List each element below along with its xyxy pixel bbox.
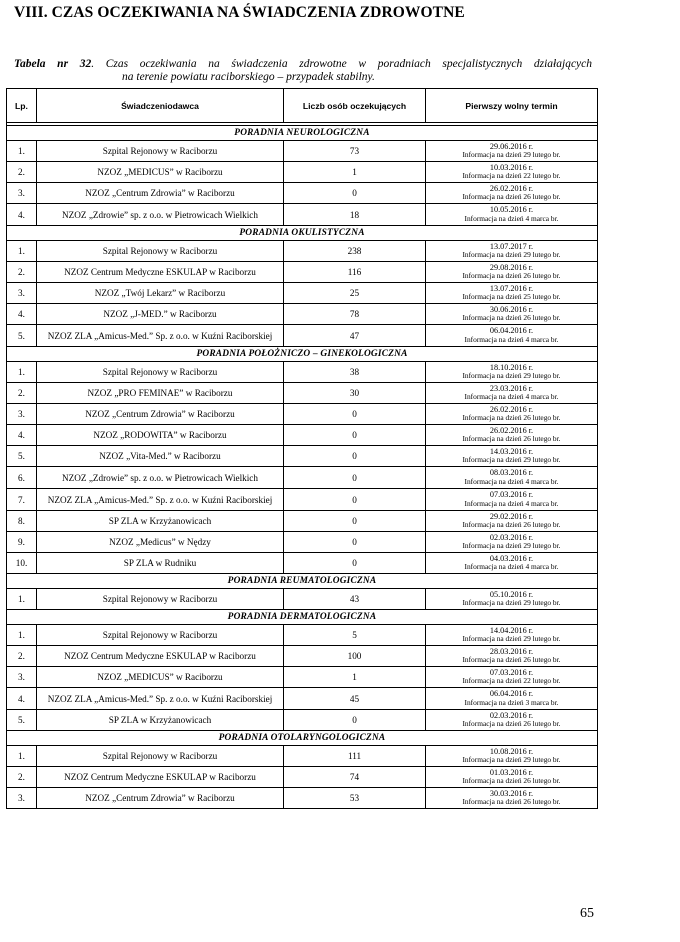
row-number: 2. [7, 646, 37, 667]
term-date: 26.02.2016 r. [489, 425, 534, 435]
waiting-count: 0 [284, 404, 426, 425]
table-row [7, 467, 598, 489]
first-available-term [426, 688, 598, 710]
waiting-count: 1 [284, 162, 426, 183]
table-row [7, 204, 598, 226]
row-number: 2. [7, 767, 37, 788]
table-row [7, 767, 598, 788]
table-caption [14, 58, 592, 84]
first-available-term [426, 489, 598, 511]
table-row [7, 162, 598, 183]
row-number: 10. [7, 553, 37, 574]
provider-name: NZOZ „Vita-Med.” w Raciborzu [37, 446, 284, 467]
provider-name: NZOZ „PRO FEMINAE” w Raciborzu [37, 383, 284, 404]
waiting-count: 74 [284, 767, 426, 788]
first-available-term [426, 262, 598, 283]
table-row [7, 262, 598, 283]
term-info-note: Informacja na dzień 22 lutego br. [462, 171, 561, 181]
table-row [7, 383, 598, 404]
first-available-term [426, 425, 598, 446]
column-header-provider: Świadczeniodawca [37, 89, 284, 123]
row-number: 2. [7, 383, 37, 404]
row-number: 3. [7, 404, 37, 425]
term-info-note: Informacja na dzień 26 lutego br. [462, 520, 561, 530]
row-number: 3. [7, 667, 37, 688]
table-caption-text-line1: . Czas oczekiwania na świadczenia zdrowotne w poradniach specjalistycznych działających [91, 58, 593, 70]
first-available-term [426, 141, 598, 162]
provider-name: NZOZ „Twój Lekarz” w Raciborzu [37, 283, 284, 304]
table-row [7, 325, 598, 347]
term-date: 13.07.2017 r. [489, 241, 534, 251]
term-info-note: Informacja na dzień 26 lutego br. [462, 655, 561, 665]
row-number: 1. [7, 141, 37, 162]
waiting-count: 238 [284, 241, 426, 262]
waiting-count: 0 [284, 467, 426, 489]
row-number: 4. [7, 204, 37, 226]
term-info-note: Informacja na dzień 29 lutego br. [462, 541, 561, 551]
column-header-waiting: Liczb osób oczekujących [284, 89, 426, 123]
waiting-count: 116 [284, 262, 426, 283]
provider-name: NZOZ „MEDICUS” w Raciborzu [37, 667, 284, 688]
term-info-note: Informacja na dzień 22 lutego br. [462, 676, 561, 686]
first-available-term [426, 241, 598, 262]
row-number: 1. [7, 625, 37, 646]
term-info-note: Informacja na dzień 4 marca br. [464, 213, 559, 223]
first-available-term [426, 646, 598, 667]
provider-name: NZOZ Centrum Medyczne ESKULAP w Raciborzu [37, 646, 284, 667]
term-info-note: Informacja na dzień 26 lutego br. [462, 776, 561, 786]
term-date: 29.02.2016 r. [489, 511, 534, 521]
first-available-term [426, 162, 598, 183]
section-row [7, 574, 598, 589]
term-info-note: Informacja na dzień 26 lutego br. [462, 719, 561, 729]
row-number: 6. [7, 467, 37, 489]
first-available-term [426, 553, 598, 574]
first-available-term [426, 767, 598, 788]
first-available-term [426, 589, 598, 610]
term-date: 01.03.2016 r. [489, 767, 534, 777]
table-row [7, 688, 598, 710]
waiting-count: 78 [284, 304, 426, 325]
table-row [7, 646, 598, 667]
table-caption-text-line2: na terenie powiatu raciborskiego – przypadek stabilny. [122, 71, 375, 83]
row-number: 2. [7, 162, 37, 183]
row-number: 4. [7, 425, 37, 446]
provider-name: NZOZ ZLA „Amicus-Med.” Sp. z o.o. w Kuźni Raciborskiej [37, 688, 284, 710]
term-info-note: Informacja na dzień 26 lutego br. [462, 192, 561, 202]
waiting-count: 100 [284, 646, 426, 667]
table-row [7, 362, 598, 383]
table-row [7, 304, 598, 325]
provider-name: Szpital Rejonowy w Raciborzu [37, 141, 284, 162]
waiting-count: 53 [284, 788, 426, 809]
row-number: 4. [7, 688, 37, 710]
row-number: 1. [7, 362, 37, 383]
table-row [7, 425, 598, 446]
provider-name: Szpital Rejonowy w Raciborzu [37, 241, 284, 262]
provider-name: NZOZ „Centrum Zdrowia” w Raciborzu [37, 788, 284, 809]
table-row [7, 589, 598, 610]
term-date: 07.03.2016 r. [489, 490, 534, 500]
term-date: 06.04.2016 r. [489, 326, 534, 336]
term-info-note: Informacja na dzień 4 marca br. [464, 476, 559, 486]
provider-name: NZOZ Centrum Medyczne ESKULAP w Raciborzu [37, 767, 284, 788]
provider-name: Szpital Rejonowy w Raciborzu [37, 625, 284, 646]
table-row [7, 710, 598, 731]
waiting-count: 0 [284, 425, 426, 446]
section-row [7, 610, 598, 625]
provider-name: NZOZ Centrum Medyczne ESKULAP w Raciborzu [37, 262, 284, 283]
term-date: 30.06.2016 r. [489, 304, 534, 314]
first-available-term [426, 383, 598, 404]
term-info-note: Informacja na dzień 26 lutego br. [462, 271, 561, 281]
section-title: PORADNIA DERMATOLOGICZNA [7, 610, 598, 625]
table-row [7, 141, 598, 162]
waiting-count: 111 [284, 746, 426, 767]
provider-name: NZOZ „RODOWITA” w Raciborzu [37, 425, 284, 446]
first-available-term [426, 183, 598, 204]
first-available-term [426, 446, 598, 467]
section-title: PORADNIA NEUROLOGICZNA [7, 126, 598, 141]
waiting-count: 38 [284, 362, 426, 383]
waiting-count: 73 [284, 141, 426, 162]
provider-name: NZOZ „Zdrowie” sp. z o.o. w Pietrowicach Wielkich [37, 467, 284, 489]
table-row [7, 788, 598, 809]
waiting-count: 43 [284, 589, 426, 610]
section-title: PORADNIA REUMATOLOGICZNA [7, 574, 598, 589]
first-available-term [426, 667, 598, 688]
term-date: 26.02.2016 r. [489, 404, 534, 414]
first-available-term [426, 304, 598, 325]
term-date: 23.03.2016 r. [489, 383, 534, 393]
table-row [7, 553, 598, 574]
table-row [7, 746, 598, 767]
row-number: 2. [7, 262, 37, 283]
term-date: 02.03.2016 r. [489, 532, 534, 542]
term-info-note: Informacja na dzień 29 lutego br. [462, 598, 561, 608]
term-date: 10.08.2016 r. [489, 746, 534, 756]
waiting-count: 25 [284, 283, 426, 304]
table-row [7, 511, 598, 532]
section-row [7, 126, 598, 141]
table-row [7, 446, 598, 467]
term-info-note: Informacja na dzień 29 lutego br. [462, 250, 561, 260]
term-info-note: Informacja na dzień 25 lutego br. [462, 292, 561, 302]
row-number: 3. [7, 283, 37, 304]
waiting-count: 18 [284, 204, 426, 226]
first-available-term [426, 467, 598, 489]
row-number: 1. [7, 241, 37, 262]
term-info-note: Informacja na dzień 29 lutego br. [462, 755, 561, 765]
term-info-note: Informacja na dzień 4 marca br. [464, 498, 559, 508]
term-date: 08.03.2016 r. [489, 468, 534, 478]
row-number: 1. [7, 589, 37, 610]
table-header [7, 89, 598, 126]
waiting-count: 0 [284, 489, 426, 511]
table-row [7, 183, 598, 204]
term-info-note: Informacja na dzień 29 lutego br. [462, 455, 561, 465]
first-available-term [426, 283, 598, 304]
term-date: 04.03.2016 r. [489, 553, 534, 563]
term-info-note: Informacja na dzień 4 marca br. [464, 562, 559, 572]
table-row [7, 667, 598, 688]
provider-name: SP ZLA w Krzyżanowicach [37, 511, 284, 532]
provider-name: NZOZ ZLA „Amicus-Med.” Sp. z o.o. w Kuźni Raciborskiej [37, 489, 284, 511]
term-date: 14.03.2016 r. [489, 446, 534, 456]
waiting-count: 45 [284, 688, 426, 710]
waiting-times-table-container [6, 88, 597, 809]
term-date: 18.10.2016 r. [489, 362, 534, 372]
first-available-term [426, 625, 598, 646]
first-available-term [426, 532, 598, 553]
term-info-note: Informacja na dzień 26 lutego br. [462, 413, 561, 423]
waiting-count: 1 [284, 667, 426, 688]
term-date: 06.04.2016 r. [489, 689, 534, 699]
term-info-note: Informacja na dzień 4 marca br. [464, 392, 559, 402]
row-number: 3. [7, 183, 37, 204]
table-body [7, 126, 598, 809]
first-available-term [426, 788, 598, 809]
waiting-count: 0 [284, 511, 426, 532]
term-info-note: Informacja na dzień 26 lutego br. [462, 797, 561, 807]
section-title: PORADNIA POŁOŻNICZO – GINEKOLOGICZNA [7, 347, 598, 362]
provider-name: NZOZ „Centrum Zdrowia” w Raciborzu [37, 183, 284, 204]
page-number: 65 [580, 906, 594, 921]
term-date: 29.06.2016 r. [489, 141, 534, 151]
table-row [7, 532, 598, 553]
first-available-term [426, 204, 598, 226]
term-info-note: Informacja na dzień 26 lutego br. [462, 313, 561, 323]
term-date: 26.02.2016 r. [489, 183, 534, 193]
provider-name: NZOZ „Zdrowie” sp. z o.o. w Pietrowicach Wielkich [37, 204, 284, 226]
first-available-term [426, 362, 598, 383]
waiting-count: 5 [284, 625, 426, 646]
section-title: PORADNIA OTOLARYNGOLOGICZNA [7, 731, 598, 746]
term-info-note: Informacja na dzień 29 lutego br. [462, 371, 561, 381]
term-date: 05.10.2016 r. [489, 589, 534, 599]
term-date: 10.03.2016 r. [489, 162, 534, 172]
waiting-count: 0 [284, 553, 426, 574]
waiting-count: 30 [284, 383, 426, 404]
provider-name: SP ZLA w Rudniku [37, 553, 284, 574]
table-row [7, 283, 598, 304]
first-available-term [426, 746, 598, 767]
table-row [7, 404, 598, 425]
term-date: 02.03.2016 r. [489, 710, 534, 720]
table-row [7, 625, 598, 646]
term-info-note: Informacja na dzień 4 marca br. [464, 334, 559, 344]
provider-name: NZOZ „Medicus” w Nędzy [37, 532, 284, 553]
section-row [7, 731, 598, 746]
row-number: 4. [7, 304, 37, 325]
row-number: 5. [7, 710, 37, 731]
row-number: 8. [7, 511, 37, 532]
row-number: 5. [7, 325, 37, 347]
first-available-term [426, 404, 598, 425]
waiting-count: 0 [284, 183, 426, 204]
term-date: 07.03.2016 r. [489, 667, 534, 677]
section-row [7, 347, 598, 362]
table-row [7, 489, 598, 511]
term-info-note: Informacja na dzień 26 lutego br. [462, 434, 561, 444]
row-number: 9. [7, 532, 37, 553]
first-available-term [426, 710, 598, 731]
provider-name: SP ZLA w Krzyżanowicach [37, 710, 284, 731]
column-header-lp: Lp. [7, 89, 37, 123]
term-date: 28.03.2016 r. [489, 646, 534, 656]
term-date: 10.05.2016 r. [489, 205, 534, 215]
page-title: VIII. CZAS OCZEKIWANIA NA ŚWIADCZENIA ZDROWOTNE [14, 4, 465, 21]
term-date: 14.04.2016 r. [489, 625, 534, 635]
section-row [7, 226, 598, 241]
waiting-count: 0 [284, 710, 426, 731]
term-date: 13.07.2016 r. [489, 283, 534, 293]
waiting-count: 0 [284, 446, 426, 467]
row-number: 7. [7, 489, 37, 511]
provider-name: Szpital Rejonowy w Raciborzu [37, 746, 284, 767]
provider-name: Szpital Rejonowy w Raciborzu [37, 589, 284, 610]
term-info-note: Informacja na dzień 29 lutego br. [462, 634, 561, 644]
term-info-note: Informacja na dzień 29 lutego br. [462, 150, 561, 160]
provider-name: NZOZ „MEDICUS” w Raciborzu [37, 162, 284, 183]
provider-name: NZOZ „J-MED.” w Raciborzu [37, 304, 284, 325]
waiting-times-table [6, 88, 598, 809]
column-header-first-term: Pierwszy wolny termin [426, 89, 598, 123]
row-number: 3. [7, 788, 37, 809]
term-date: 29.08.2016 r. [489, 262, 534, 272]
waiting-count: 47 [284, 325, 426, 347]
provider-name: Szpital Rejonowy w Raciborzu [37, 362, 284, 383]
row-number: 1. [7, 746, 37, 767]
term-date: 30.03.2016 r. [489, 788, 534, 798]
waiting-count: 0 [284, 532, 426, 553]
term-info-note: Informacja na dzień 3 marca br. [464, 697, 559, 707]
section-title: PORADNIA OKULISTYCZNA [7, 226, 598, 241]
table-caption-label: Tabela nr 32 [14, 58, 92, 70]
row-number: 5. [7, 446, 37, 467]
provider-name: NZOZ ZLA „Amicus-Med.” Sp. z o.o. w Kuźni Raciborskiej [37, 325, 284, 347]
provider-name: NZOZ „Centrum Zdrowia” w Raciborzu [37, 404, 284, 425]
first-available-term [426, 511, 598, 532]
table-row [7, 241, 598, 262]
first-available-term [426, 325, 598, 347]
